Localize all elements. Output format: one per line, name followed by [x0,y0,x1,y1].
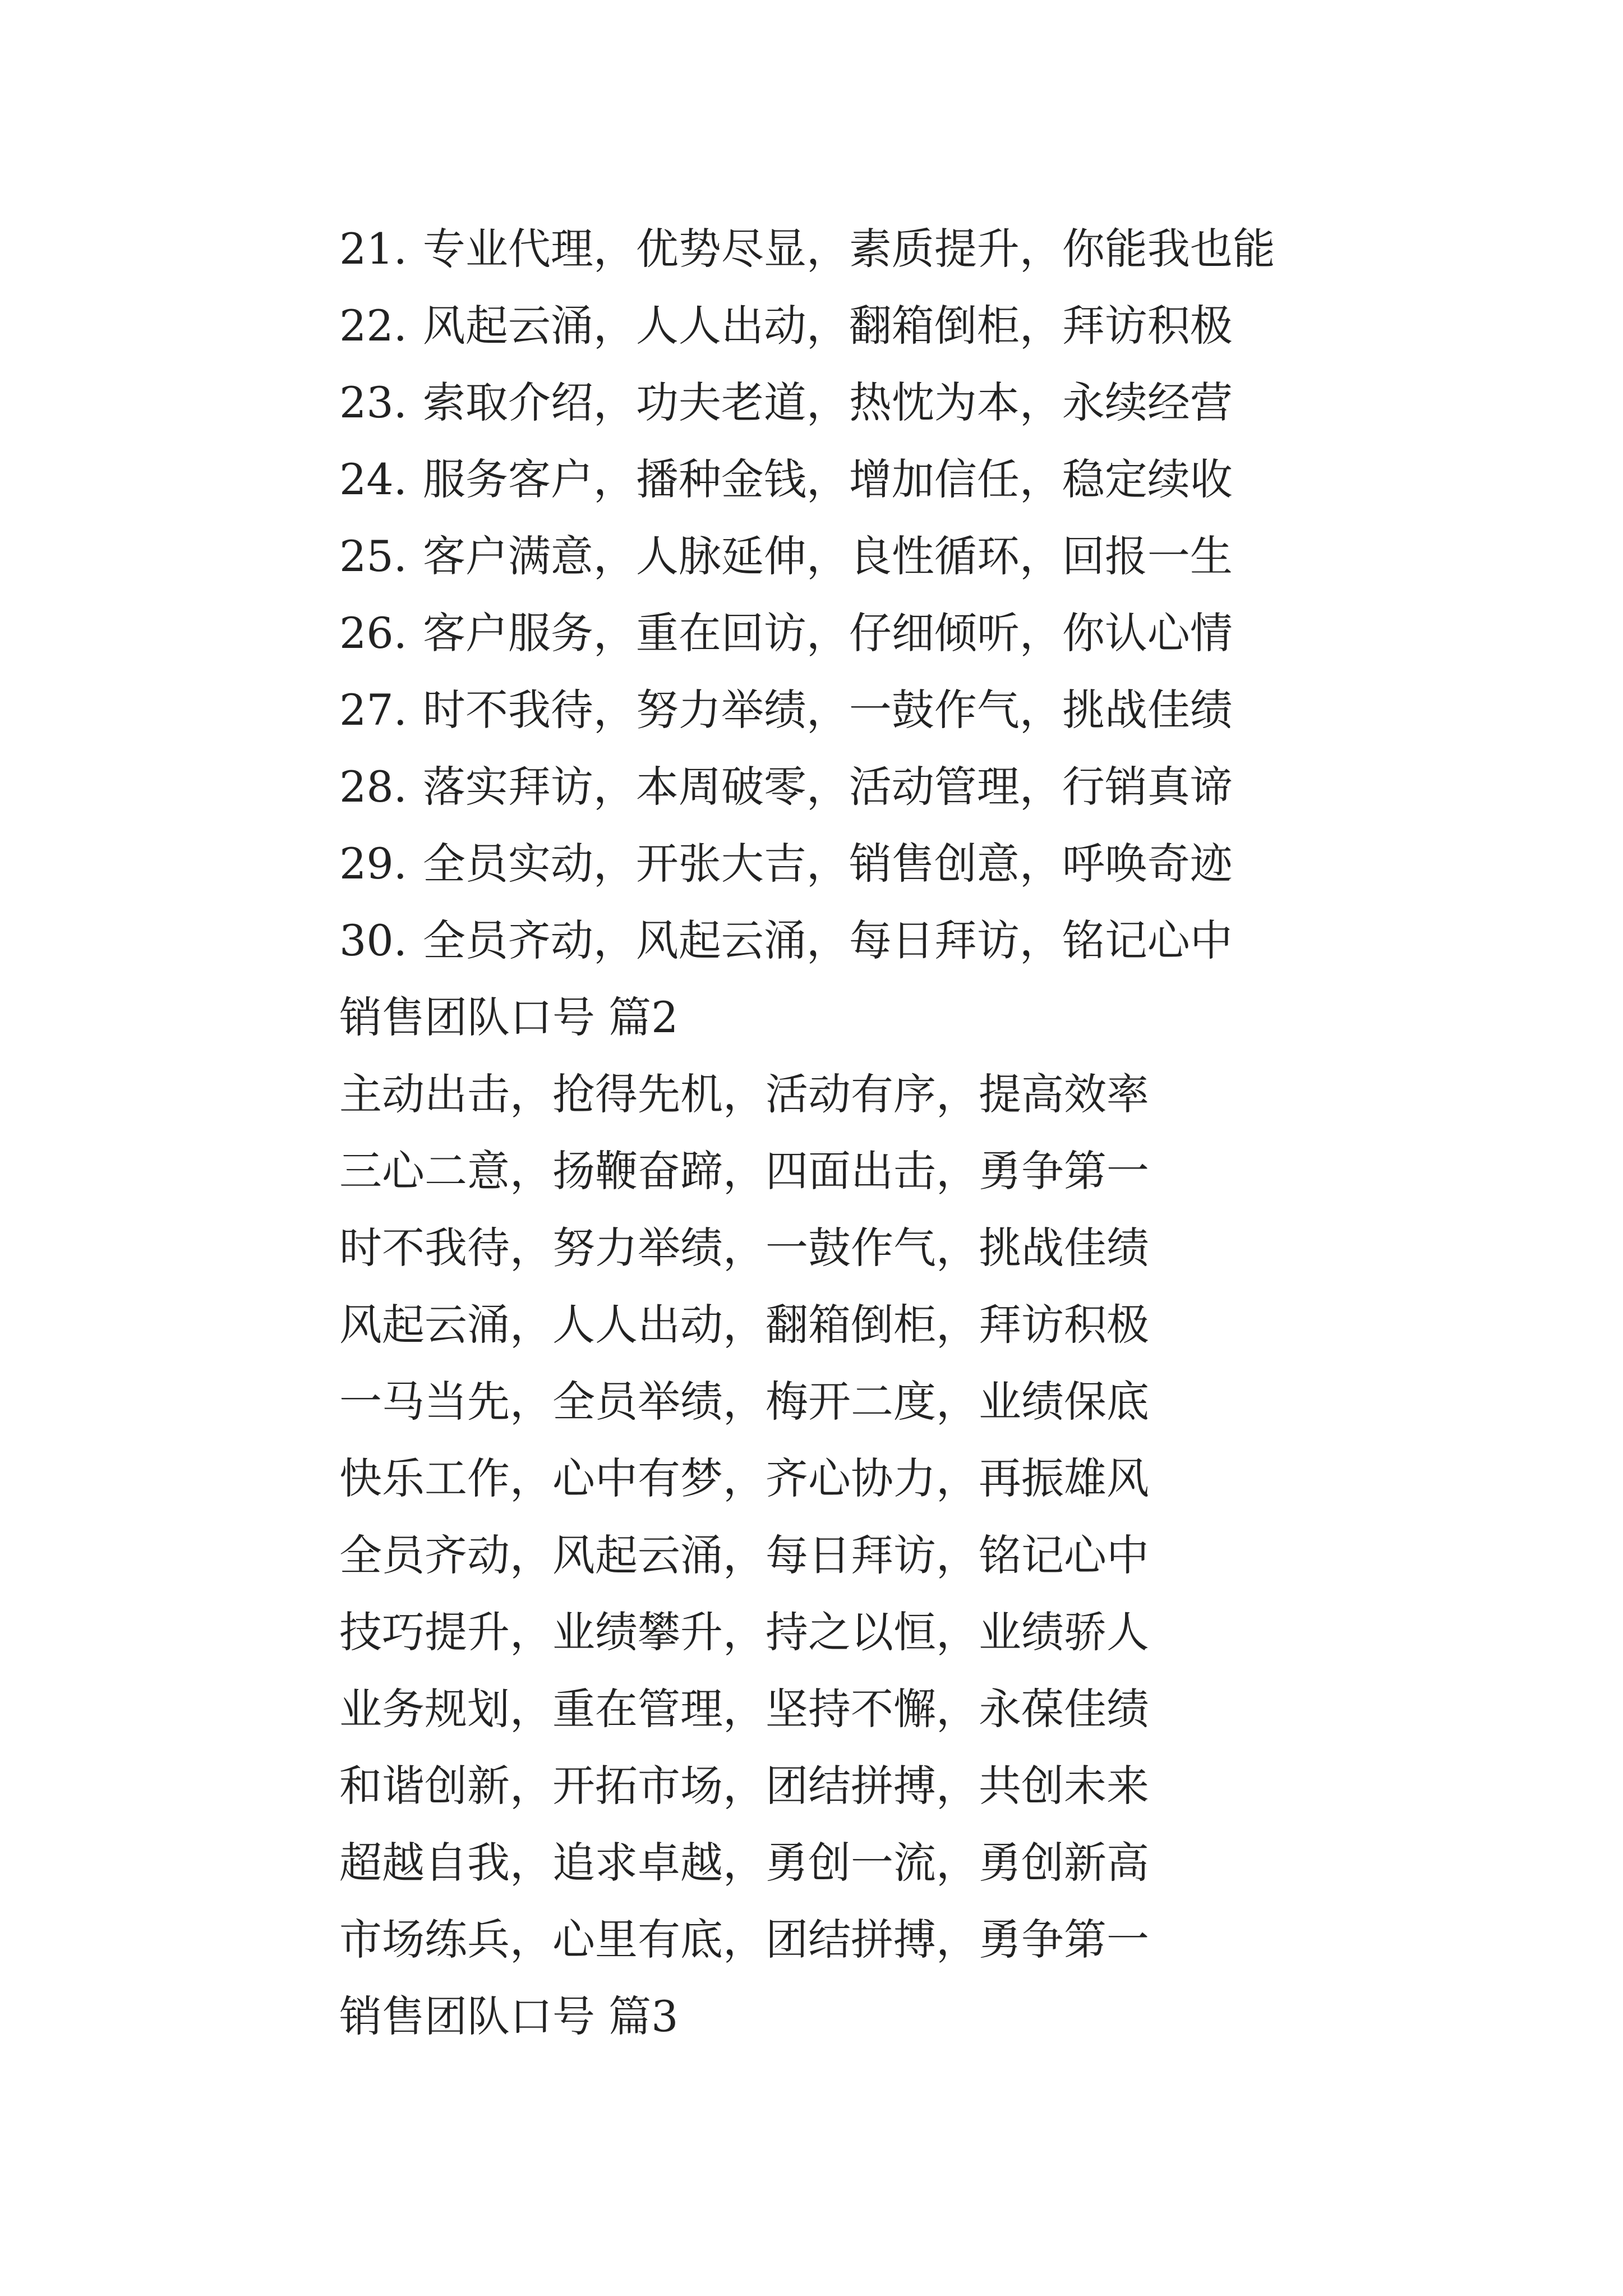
line-number: 27. [339,685,407,735]
slogan-line: 风起云涌，人人出动，翻箱倒柜，拜访积极 [339,1300,1149,1350]
numbered-line [339,748,1461,825]
slogan-line: 时不我待，努力举绩，一鼓作气，挑战佳绩 [339,1223,1149,1273]
slogan-line: 快乐工作，心中有梦，齐心协力，再振雄风 [339,1453,1149,1503]
line-text: 服务客户，播种金钱，增加信任，稳定续收 [422,454,1233,504]
numbered-line [339,210,1461,287]
numbered-line [339,825,1461,902]
numbered-line [339,364,1461,441]
slogan-line: 一马当先，全员举绩，梅开二度，业绩保底 [339,1377,1149,1427]
slogan-line: 全员齐动，风起云涌，每日拜访，铭记心中 [339,1530,1149,1580]
line-number: 28. [339,762,407,812]
numbered-line [339,287,1461,364]
numbered-line [339,671,1461,748]
line-text: 索取介绍，功夫老道，热忱为本，永续经营 [422,378,1233,427]
line-number: 30. [339,915,407,965]
numbered-line [339,595,1461,671]
line-text: 客户满意，人脉延伸，良性循环，回报一生 [422,531,1233,581]
text-block [339,210,1461,2055]
slogan-line: 超越自我，追求卓越，勇创一流，勇创新高 [339,1838,1149,1888]
section-heading: 销售团队口号 篇3 [339,1991,679,2041]
line-number: 22. [339,301,407,351]
line-text: 专业代理，优势尽显，素质提升，你能我也能 [422,224,1275,274]
line-number: 25. [339,531,407,581]
line-number: 21. [339,224,407,274]
line-text: 风起云涌，人人出动，翻箱倒柜，拜访积极 [422,301,1233,351]
slogan-line: 业务规划，重在管理，坚持不懈，永葆佳绩 [339,1684,1149,1734]
slogan-line: 市场练兵，心里有底，团结拼搏，勇争第一 [339,1915,1149,1964]
line-number: 24. [339,454,407,504]
numbered-line [339,441,1461,518]
line-number: 26. [339,608,407,658]
line-text: 客户服务，重在回访，仔细倾听，你认心情 [422,608,1233,658]
section-heading: 销售团队口号 篇2 [339,992,679,1042]
line-number: 23. [339,378,407,427]
slogan-line: 三心二意，扬鞭奋蹄，四面出击，勇争第一 [339,1146,1149,1196]
line-text: 全员齐动，风起云涌，每日拜访，铭记心中 [422,915,1233,965]
numbered-line [339,518,1461,595]
slogan-line: 和谐创新，开拓市场，团结拼搏，共创未来 [339,1761,1149,1811]
slogan-line: 技巧提升，业绩攀升，持之以恒，业绩骄人 [339,1607,1149,1657]
line-number: 29. [339,839,407,889]
line-text: 全员实动，开张大吉，销售创意，呼唤奇迹 [422,839,1233,889]
line-text: 时不我待，努力举绩，一鼓作气，挑战佳绩 [422,685,1233,735]
numbered-line [339,902,1461,979]
slogan-line: 主动出击，抢得先机，活动有序，提高效率 [339,1069,1149,1119]
line-text: 落实拜访，本周破零，活动管理，行销真谛 [422,762,1233,812]
